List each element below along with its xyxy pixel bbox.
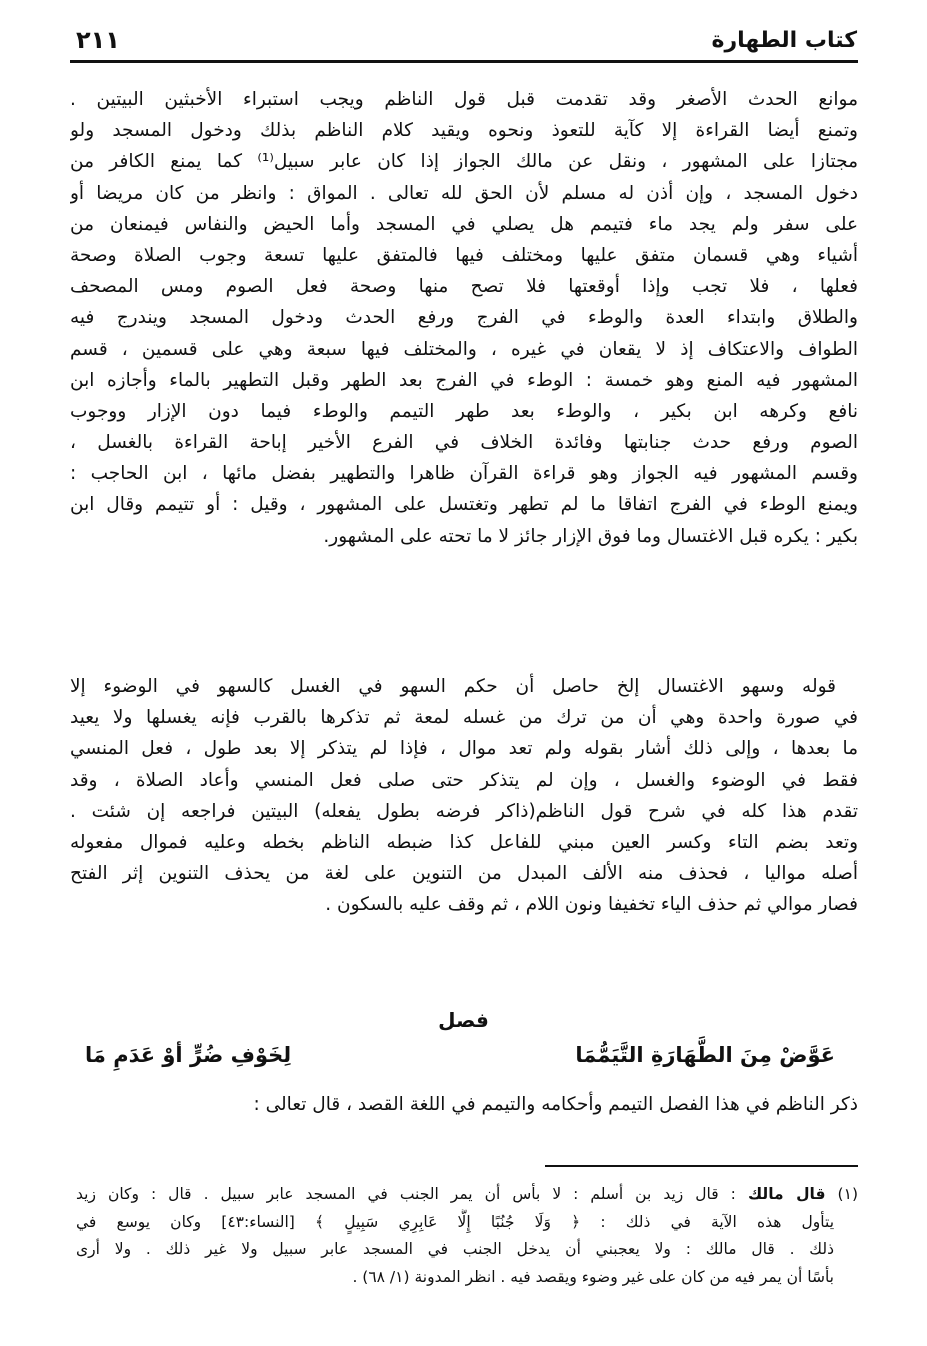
text-line: ما بعدها ، وإلى ذلك أشار بقوله ولم تعد موال ، فإذا لم يتذكر إلا بعد طول ، فعل المنسي <box>70 738 858 760</box>
verse <box>85 1043 835 1079</box>
text-line: فقط في الوضوء والغسل ، وإن لم يتذكر حتى صلى فعل المنسي وأعاد الصلاة ، وقد <box>70 769 858 791</box>
section-intro-line: ذكر الناظم في هذا الفصل التيمم وأحكامه والتيمم في اللغة القصد ، قال تعالى : <box>253 1094 858 1115</box>
text-line: مجتازا على المشهور ، ونقل عن مالك الجواز إذا كان عابر سبيل⁽¹⁾ كما يمنع الكافر من <box>70 151 858 173</box>
text-line: وتعد بضم التاء وكسر العين مبني للفاعل كذا ضبطه الناظم بخطه وعليه فموال مفعوله <box>70 831 858 853</box>
section-title: فصل <box>438 1008 489 1032</box>
page-number: ٢١١ <box>76 26 120 54</box>
paragraph-1 <box>70 84 858 552</box>
text-line: على سفر ولم يجد ماء فتيمم هل يصلي في المسجد وأما الحيض والنفاس فيمنعان من <box>70 213 858 235</box>
paragraph-2 <box>70 671 858 921</box>
verse-second-hemistich: لِخَوْفِ ضُرٍّ أوْ عَدَمِ مَا <box>85 1043 292 1067</box>
text-line: الصوم ورفع حدث جنابتها وفائدة الخلاف في الفرع الأخير إباحة القراءة بالغسل ، <box>70 432 858 454</box>
text-line: وقسم المشهور فيه الجواز وهو قراءة القرآن ظاهرا والتطهير بفضل مائها ، ابن الحاجب : <box>70 463 858 485</box>
footnote-line: يتأول هذه الآية في ذلك : ﴿ وَلَا جُنُبًا إِلَّا عَابِرِي سَبِيلٍ ﴾ [النساء:٤٣] وكان يوسع في <box>76 1212 835 1231</box>
text-line: قوله وسهو الاغتسال إلخ حاصل أن حكم السهو في الغسل كالسهو في الوضوء إلا <box>70 676 836 697</box>
text-line: دخول المسجد ، وإن أذن له مسلم لأن الحق لله تعالى . المواق : وانظر من كان مريضا أو <box>70 182 858 204</box>
footnote-number: (١) <box>837 1185 858 1203</box>
text-line: أصله مواليا ، فحذف منه الألف المبدل من التنوين على لغة من يحذف التنوين إثر الفتح <box>70 863 858 885</box>
verse-first-hemistich: عَوَّضْ مِنَ الطَّهَارَةِ التَّيَمُّمَا <box>575 1043 835 1067</box>
text-line: المشهور فيه المنع وهو خمسة : الوطء في الفرج بعد الطهر وقبل التطهير بالماء وأجازه ابن <box>70 369 858 391</box>
footnote-line: بأسًا أن يمر فيه من كان على غير وضوء ويقصد فيه . انظر المدونة (١/ ٦٨) . <box>352 1267 834 1286</box>
text-line: فعلها ، فلا تجب وإذا أوقعتها فلا تصح منها وصحة فعل الصوم ومس المصحف <box>70 276 858 298</box>
footnote-rule <box>545 1165 858 1167</box>
footnote <box>76 1181 858 1291</box>
text-line: في صورة واحدة وهي أن من ترك من غسله لمعة ثم تذكرها بالقرب فإنه يغسلها ولا يعيد <box>70 707 858 729</box>
footnote-line <box>76 1181 858 1209</box>
text-line: نافع وكرهه ابن بكير ، والوطء بعد طهر التيمم والوطء فيما دون الإزار ووجوب <box>70 400 858 422</box>
footnote-text: : قال زيد بن أسلم : لا بأس أن يمر الجنب في المسجد عابر سبيل . قال : وكان زيد <box>76 1185 736 1203</box>
text-line: فصار موالي ثم حذف الياء تخفيفا ونون اللام ، ثم وقف عليه بالسكون . <box>325 894 858 916</box>
text-line: بكير : يكره قبل الاغتسال وما فوق الإزار جائز لا ما تحته على المشهور. <box>323 525 858 547</box>
text-line: تقدم هذا كله في شرح قول الناظم(ذاكر فرضه بطول يفعله) البيتين فراجعه إن شئت . <box>70 800 858 822</box>
section-intro <box>70 1089 858 1120</box>
footnote-line: ذلك . قال مالك : ولا يعجبني أن يدخل الجنب في المسجد عابر سبيل ولا غير ذلك . ولا أرى <box>76 1240 834 1258</box>
text-line: وتمنع أيضا القراءة إلا كآية للتعوذ ونحوه ويقيد كلام الناظم بذلك ودخول المسجد ولو <box>70 120 858 142</box>
text-line: الطواف والاعتكاف إذ لا يقعان في غيره ، والمختلف فيها سبعة وهي على قسمين ، قسم <box>70 338 858 360</box>
header-rule <box>70 60 858 63</box>
running-header-title: كتاب الطهارة <box>711 28 857 53</box>
text-line: والطلاق وابتداء العدة والوطء في الفرج ورفع الحدث ودخول المسجد ويندرج فيه <box>70 307 858 329</box>
text-line: ويمنع الوطء في الفرج اتفاقا ما لم تطهر وتغتسل على المشهور ، وقيل : أو تتيمم وقال ابن <box>70 494 858 516</box>
footnote-lead: قال مالك <box>747 1185 826 1203</box>
text-line: أشياء وهي قسمان متفق عليها ومختلف فيها فالمتفق عليها تسعة وجوب الصلاة وصحة <box>70 244 858 266</box>
text-line: موانع الحدث الأصغر وقد تقدمت قبل قول الناظم ويجب استبراء الأخبثين البيتين . <box>70 89 858 110</box>
